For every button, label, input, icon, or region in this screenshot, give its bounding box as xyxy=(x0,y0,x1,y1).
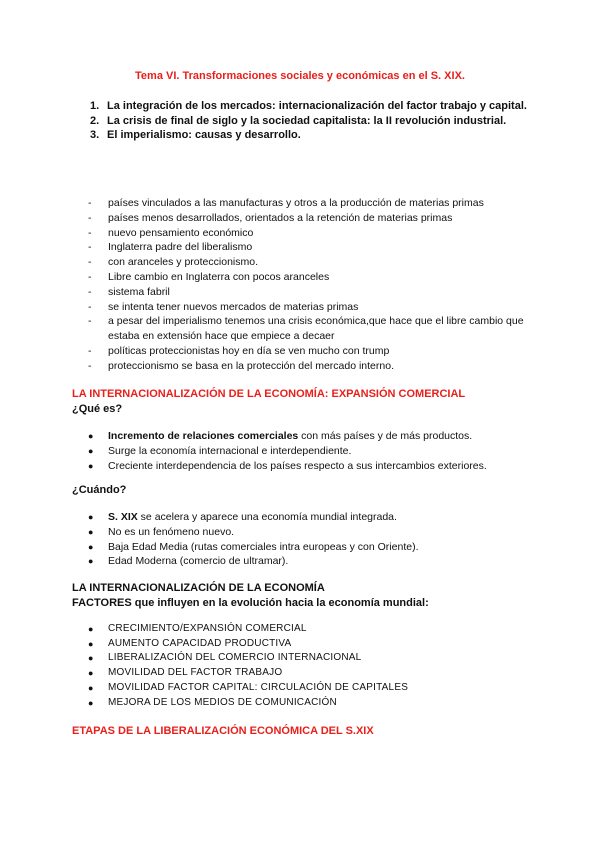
dash-marker: - xyxy=(88,300,92,313)
factor-text: MOVILIDAD DEL FACTOR TRABAJO xyxy=(108,667,283,679)
note-item xyxy=(88,270,538,285)
bullet-marker: ● xyxy=(88,556,94,567)
topic-item xyxy=(90,99,530,114)
factor-item xyxy=(88,696,548,711)
dash-marker: - xyxy=(88,226,92,239)
topic-number: 1. xyxy=(90,100,100,112)
factors-list xyxy=(88,622,548,710)
note-item xyxy=(88,255,538,270)
factor-item xyxy=(88,681,548,696)
factor-item xyxy=(88,637,548,652)
page-title: Tema VI. Transformaciones sociales y económicas en el S. XIX. xyxy=(135,70,465,82)
note-text: países vinculados a las manufacturas y otros a la producción de materias primas xyxy=(108,197,484,209)
bullet-marker: ● xyxy=(88,431,94,441)
note-item xyxy=(88,226,538,241)
section-subheading-factors: FACTORES que influyen en la evolución hacia la economía mundial: xyxy=(72,597,429,609)
note-text: sistema fabril xyxy=(108,285,170,298)
dash-marker: - xyxy=(88,359,92,372)
bullet-marker: ● xyxy=(88,697,94,708)
bullet-marker: ● xyxy=(88,526,94,537)
note-item xyxy=(88,359,538,374)
what-item xyxy=(88,459,548,474)
topic-item xyxy=(90,128,530,143)
notes-list xyxy=(88,196,538,374)
topic-text: El imperialismo: causas y desarrollo. xyxy=(107,129,301,141)
note-item xyxy=(88,314,538,344)
note-text: con aranceles y proteccionismo. xyxy=(108,256,258,269)
note-text: se intenta tener nuevos mercados de materias primas xyxy=(108,300,359,313)
factor-item xyxy=(88,666,548,681)
note-item xyxy=(88,196,538,211)
when-item xyxy=(88,554,548,569)
topic-number: 2. xyxy=(90,114,100,127)
note-text: políticas proteccionistas hoy en día se ven mucho con trump xyxy=(108,344,390,357)
note-text: proteccionismo se basa en la protección del mercado interno. xyxy=(108,359,394,372)
factor-text: AUMENTO CAPACIDAD PRODUCTIVA xyxy=(108,637,292,649)
when-item-text: Edad Moderna (comercio de ultramar). xyxy=(108,555,289,568)
what-item-bold: Incremento de relaciones comerciales xyxy=(108,430,299,442)
what-item-text: Creciente interdependencia de los países respecto a sus intercambios exteriores. xyxy=(108,459,487,472)
note-item xyxy=(88,285,538,300)
bullet-marker: ● xyxy=(88,682,94,693)
dash-marker: - xyxy=(88,241,92,254)
topic-text: La integración de los mercados: internacionalización del factor trabajo y capital. xyxy=(107,100,527,112)
when-item-text: No es un fenómeno nuevo. xyxy=(108,525,235,538)
bullet-marker: ● xyxy=(88,541,94,552)
bullet-marker: ● xyxy=(88,624,94,634)
note-item xyxy=(88,240,538,255)
note-item xyxy=(88,211,538,226)
what-item-text: con más países y de más productos. xyxy=(298,430,473,442)
section-heading-expansion: LA INTERNACIONALIZACIÓN DE LA ECONOMÍA: EXPANSIÓN COMERCIAL xyxy=(72,388,466,400)
note-text: a pesar del imperialismo tenemos una crisis económica,que hace que el libre cambio que estaba en extensión hace que empiece a decaer xyxy=(108,315,524,343)
section-heading-stages: ETAPAS DE LA LIBERALIZACIÓN ECONÓMICA DEL S.XIX xyxy=(72,725,374,737)
dash-marker: - xyxy=(88,211,92,224)
factor-text: MEJORA DE LOS MEDIOS DE COMUNICACIÓN xyxy=(108,696,337,708)
topic-text: La crisis de final de siglo y la sociedad capitalista: la II revolución industrial. xyxy=(107,114,507,127)
what-item-text: Surge la economía internacional e interdependiente. xyxy=(108,444,352,457)
note-text: nuevo pensamiento económico xyxy=(108,226,254,239)
factor-item xyxy=(88,651,548,666)
question-when: ¿Cuándo? xyxy=(72,484,127,496)
when-item xyxy=(88,525,548,540)
bullet-marker: ● xyxy=(88,445,94,456)
dash-marker: - xyxy=(88,315,92,328)
factor-text: MOVILIDAD FACTOR CAPITAL: CIRCULACIÓN DE CAPITALES xyxy=(108,681,409,693)
factor-item xyxy=(88,622,548,637)
factor-text: LIBERALIZACIÓN DEL COMERCIO INTERNACIONAL xyxy=(108,652,362,664)
question-what: ¿Qué es? xyxy=(72,403,123,415)
note-text: Inglaterra padre del liberalismo xyxy=(108,241,253,254)
note-item xyxy=(88,300,538,315)
what-item xyxy=(88,444,548,459)
dash-marker: - xyxy=(88,197,92,209)
topic-number: 3. xyxy=(90,129,100,141)
topic-list xyxy=(90,99,530,143)
when-list xyxy=(88,510,548,569)
bullet-marker: ● xyxy=(88,638,94,649)
dash-marker: - xyxy=(88,344,92,357)
bullet-marker: ● xyxy=(88,668,94,679)
what-list xyxy=(88,429,548,473)
what-item xyxy=(88,429,548,444)
note-text: países menos desarrollados, orientados a la retención de materias primas xyxy=(108,211,453,224)
note-item xyxy=(88,344,538,359)
topic-item xyxy=(90,114,530,129)
section-heading-internationalization: LA INTERNACIONALIZACIÓN DE LA ECONOMÍA xyxy=(72,582,325,594)
note-text: Libre cambio en Inglaterra con pocos aranceles xyxy=(108,270,330,283)
dash-marker: - xyxy=(88,256,92,269)
dash-marker: - xyxy=(88,285,92,298)
bullet-marker: ● xyxy=(88,460,94,471)
factor-text: CRECIMIENTO/EXPANSIÓN COMERCIAL xyxy=(108,623,307,634)
when-item-text: Baja Edad Media (rutas comerciales intra europeas y con Oriente). xyxy=(108,540,419,553)
dash-marker: - xyxy=(88,270,92,283)
when-item xyxy=(88,540,548,555)
when-item-bold: S. XIX xyxy=(108,511,138,523)
when-item xyxy=(88,510,548,525)
bullet-marker: ● xyxy=(88,653,94,664)
when-item-text: se acelera y aparece una economía mundial integrada. xyxy=(137,511,397,523)
bullet-marker: ● xyxy=(88,512,94,522)
